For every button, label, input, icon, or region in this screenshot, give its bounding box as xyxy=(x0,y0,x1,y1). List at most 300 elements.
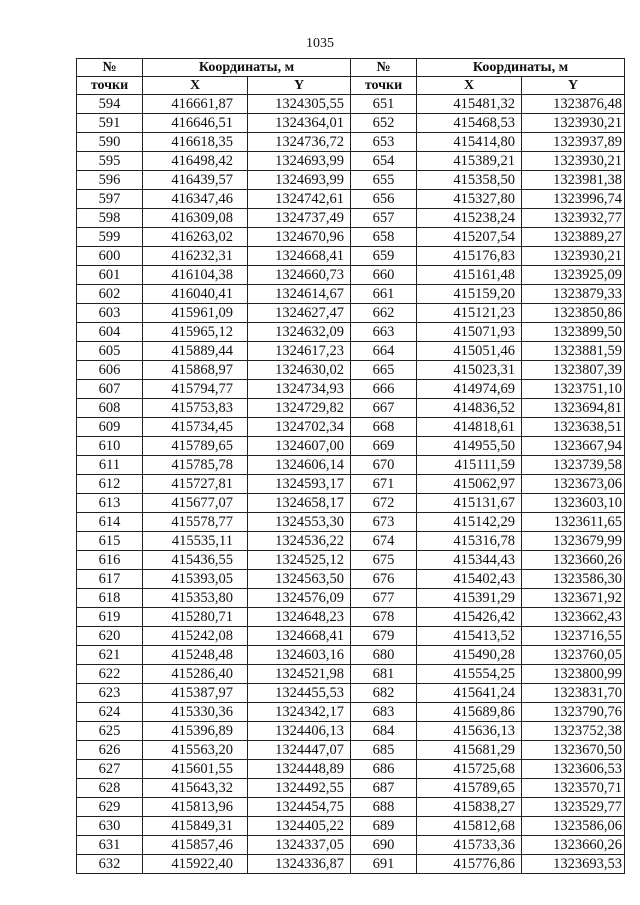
point-number-cell: 604 xyxy=(77,323,143,342)
x-coordinate-cell: 415601,55 xyxy=(143,760,248,779)
y-coordinate-cell: 1324342,17 xyxy=(248,703,351,722)
point-number-cell: 657 xyxy=(351,209,417,228)
y-coordinate-cell: 1324448,89 xyxy=(248,760,351,779)
table-row xyxy=(77,361,625,380)
x-coordinate-cell: 415849,31 xyxy=(143,817,248,836)
table-row xyxy=(77,190,625,209)
point-number-cell: 591 xyxy=(77,114,143,133)
table-row xyxy=(77,513,625,532)
point-number-cell: 615 xyxy=(77,532,143,551)
x-coordinate-cell: 415413,52 xyxy=(417,627,522,646)
y-coordinate-cell: 1324406,13 xyxy=(248,722,351,741)
y-coordinate-cell: 1323807,39 xyxy=(522,361,625,380)
x-coordinate-cell: 415563,20 xyxy=(143,741,248,760)
x-coordinate-cell: 415071,93 xyxy=(417,323,522,342)
x-coordinate-cell: 415490,28 xyxy=(417,646,522,665)
x-coordinate-cell: 415535,11 xyxy=(143,532,248,551)
x-coordinate-cell: 415643,32 xyxy=(143,779,248,798)
x-coordinate-cell: 416498,42 xyxy=(143,152,248,171)
point-number-cell: 685 xyxy=(351,741,417,760)
point-number-cell: 619 xyxy=(77,608,143,627)
y-coordinate-cell: 1323930,21 xyxy=(522,247,625,266)
y-coordinate-cell: 1323932,77 xyxy=(522,209,625,228)
x-coordinate-cell: 415387,97 xyxy=(143,684,248,703)
coordinates-header: Координаты, м xyxy=(143,59,351,77)
x-coordinate-cell: 415681,29 xyxy=(417,741,522,760)
y-coordinate-cell: 1323925,09 xyxy=(522,266,625,285)
y-coordinate-cell: 1324492,55 xyxy=(248,779,351,798)
y-coordinate-cell: 1324305,55 xyxy=(248,95,351,114)
point-number-cell: 656 xyxy=(351,190,417,209)
point-number-cell: 625 xyxy=(77,722,143,741)
x-coordinate-cell: 415358,50 xyxy=(417,171,522,190)
y-coordinate-cell: 1324536,22 xyxy=(248,532,351,551)
y-coordinate-cell: 1323694,81 xyxy=(522,399,625,418)
y-coordinate-cell: 1324737,49 xyxy=(248,209,351,228)
y-coordinate-cell: 1323716,55 xyxy=(522,627,625,646)
x-coordinate-cell: 415789,65 xyxy=(417,779,522,798)
y-coordinate-cell: 1323760,05 xyxy=(522,646,625,665)
y-coordinate-cell: 1323751,10 xyxy=(522,380,625,399)
x-coordinate-cell: 416232,31 xyxy=(143,247,248,266)
x-coordinate-cell: 416104,38 xyxy=(143,266,248,285)
point-number-cell: 622 xyxy=(77,665,143,684)
table-row xyxy=(77,589,625,608)
y-coordinate-cell: 1324607,00 xyxy=(248,437,351,456)
x-coordinate-cell: 415248,48 xyxy=(143,646,248,665)
point-number-cell: 683 xyxy=(351,703,417,722)
y-coordinate-cell: 1323800,99 xyxy=(522,665,625,684)
point-number-cell: 652 xyxy=(351,114,417,133)
point-number-cell: 623 xyxy=(77,684,143,703)
x-coordinate-cell: 415734,45 xyxy=(143,418,248,437)
y-coordinate-cell: 1324734,93 xyxy=(248,380,351,399)
point-number-cell: 597 xyxy=(77,190,143,209)
table-header-row xyxy=(77,59,625,77)
y-coordinate-cell: 1324630,02 xyxy=(248,361,351,380)
y-coordinate-cell: 1323638,51 xyxy=(522,418,625,437)
coordinates-header: Координаты, м xyxy=(417,59,625,77)
x-coordinate-cell: 415161,48 xyxy=(417,266,522,285)
table-row xyxy=(77,798,625,817)
y-coordinate-cell: 1323996,74 xyxy=(522,190,625,209)
point-number-cell: 618 xyxy=(77,589,143,608)
x-coordinate-cell: 415353,80 xyxy=(143,589,248,608)
point-number-cell: 603 xyxy=(77,304,143,323)
point-number-cell: 628 xyxy=(77,779,143,798)
coordinates-table xyxy=(76,58,625,874)
table-subheader-row xyxy=(77,77,625,95)
point-number-cell: 684 xyxy=(351,722,417,741)
y-coordinate-cell: 1324632,09 xyxy=(248,323,351,342)
point-number-cell: 677 xyxy=(351,589,417,608)
y-coordinate-cell: 1324614,67 xyxy=(248,285,351,304)
y-coordinate-cell: 1324693,99 xyxy=(248,171,351,190)
y-coordinate-cell: 1323881,59 xyxy=(522,342,625,361)
table-row xyxy=(77,133,625,152)
y-coordinate-cell: 1324521,98 xyxy=(248,665,351,684)
table-row xyxy=(77,646,625,665)
y-coordinate-cell: 1324454,75 xyxy=(248,798,351,817)
point-number-cell: 655 xyxy=(351,171,417,190)
x-coordinate-cell: 415725,68 xyxy=(417,760,522,779)
x-coordinate-cell: 415176,83 xyxy=(417,247,522,266)
y-coordinate-cell: 1324364,01 xyxy=(248,114,351,133)
point-number-cell: 606 xyxy=(77,361,143,380)
table-row xyxy=(77,285,625,304)
y-coordinate-cell: 1323606,53 xyxy=(522,760,625,779)
point-number-cell: 621 xyxy=(77,646,143,665)
point-number-cell: 669 xyxy=(351,437,417,456)
table-row xyxy=(77,741,625,760)
x-coordinate-cell: 415426,42 xyxy=(417,608,522,627)
table-row xyxy=(77,779,625,798)
table-row xyxy=(77,722,625,741)
x-coordinate-cell: 415316,78 xyxy=(417,532,522,551)
table-row xyxy=(77,209,625,228)
x-coordinate-cell: 415344,43 xyxy=(417,551,522,570)
point-number-cell: 688 xyxy=(351,798,417,817)
x-coordinate-cell: 414836,52 xyxy=(417,399,522,418)
point-number-cell: 605 xyxy=(77,342,143,361)
x-coordinate-cell: 415391,29 xyxy=(417,589,522,608)
table-row xyxy=(77,532,625,551)
point-number-header: № xyxy=(77,59,143,77)
table-row xyxy=(77,760,625,779)
table-row xyxy=(77,703,625,722)
point-number-cell: 632 xyxy=(77,855,143,874)
point-number-cell: 612 xyxy=(77,475,143,494)
point-number-cell: 690 xyxy=(351,836,417,855)
y-coordinate-cell: 1324606,14 xyxy=(248,456,351,475)
point-number-cell: 691 xyxy=(351,855,417,874)
table-row xyxy=(77,627,625,646)
point-number-cell: 661 xyxy=(351,285,417,304)
x-coordinate-cell: 416618,35 xyxy=(143,133,248,152)
table-row xyxy=(77,475,625,494)
y-coordinate-cell: 1324742,61 xyxy=(248,190,351,209)
y-coordinate-cell: 1324603,16 xyxy=(248,646,351,665)
y-coordinate-cell: 1323937,89 xyxy=(522,133,625,152)
table-row xyxy=(77,437,625,456)
x-coordinate-cell: 415636,13 xyxy=(417,722,522,741)
x-coordinate-cell: 415641,24 xyxy=(417,684,522,703)
point-number-cell: 675 xyxy=(351,551,417,570)
y-coordinate-cell: 1323930,21 xyxy=(522,114,625,133)
x-coordinate-cell: 416347,46 xyxy=(143,190,248,209)
point-label-header: точки xyxy=(77,77,143,95)
point-number-cell: 670 xyxy=(351,456,417,475)
point-number-cell: 659 xyxy=(351,247,417,266)
x-coordinate-cell: 415753,83 xyxy=(143,399,248,418)
y-coordinate-cell: 1324405,22 xyxy=(248,817,351,836)
point-number-cell: 598 xyxy=(77,209,143,228)
x-coordinate-cell: 416646,51 xyxy=(143,114,248,133)
point-number-cell: 671 xyxy=(351,475,417,494)
x-coordinate-cell: 415776,86 xyxy=(417,855,522,874)
y-coordinate-cell: 1323981,38 xyxy=(522,171,625,190)
y-coordinate-cell: 1324563,50 xyxy=(248,570,351,589)
point-number-cell: 682 xyxy=(351,684,417,703)
x-coordinate-cell: 415238,24 xyxy=(417,209,522,228)
x-coordinate-cell: 415468,53 xyxy=(417,114,522,133)
y-coordinate-cell: 1324668,41 xyxy=(248,247,351,266)
x-coordinate-cell: 415481,32 xyxy=(417,95,522,114)
point-number-cell: 601 xyxy=(77,266,143,285)
table-body xyxy=(77,95,625,874)
table-row xyxy=(77,342,625,361)
y-coordinate-cell: 1324702,34 xyxy=(248,418,351,437)
x-coordinate-cell: 415142,29 xyxy=(417,513,522,532)
x-coordinate-cell: 415554,25 xyxy=(417,665,522,684)
point-number-cell: 614 xyxy=(77,513,143,532)
x-coordinate-cell: 415051,46 xyxy=(417,342,522,361)
x-coordinate-cell: 415389,21 xyxy=(417,152,522,171)
table-row xyxy=(77,152,625,171)
y-coordinate-cell: 1324576,09 xyxy=(248,589,351,608)
point-number-cell: 616 xyxy=(77,551,143,570)
point-number-cell: 676 xyxy=(351,570,417,589)
point-number-cell: 660 xyxy=(351,266,417,285)
x-coordinate-cell: 415785,78 xyxy=(143,456,248,475)
y-coordinate-cell: 1323662,43 xyxy=(522,608,625,627)
x-coordinate-cell: 415838,27 xyxy=(417,798,522,817)
table-row xyxy=(77,665,625,684)
point-number-cell: 613 xyxy=(77,494,143,513)
point-number-cell: 662 xyxy=(351,304,417,323)
x-coordinate-cell: 415402,43 xyxy=(417,570,522,589)
x-coordinate-cell: 415280,71 xyxy=(143,608,248,627)
y-coordinate-cell: 1323570,71 xyxy=(522,779,625,798)
x-coordinate-cell: 416309,08 xyxy=(143,209,248,228)
x-coordinate-cell: 415812,68 xyxy=(417,817,522,836)
table-row xyxy=(77,855,625,874)
point-number-cell: 596 xyxy=(77,171,143,190)
table-row xyxy=(77,570,625,589)
y-coordinate-cell: 1324593,17 xyxy=(248,475,351,494)
y-coordinate-cell: 1323660,26 xyxy=(522,551,625,570)
y-coordinate-cell: 1324736,72 xyxy=(248,133,351,152)
point-number-cell: 666 xyxy=(351,380,417,399)
point-number-cell: 689 xyxy=(351,817,417,836)
point-number-cell: 678 xyxy=(351,608,417,627)
point-number-cell: 681 xyxy=(351,665,417,684)
point-number-cell: 654 xyxy=(351,152,417,171)
x-coordinate-cell: 415023,31 xyxy=(417,361,522,380)
y-coordinate-cell: 1323529,77 xyxy=(522,798,625,817)
y-column-header: Y xyxy=(522,77,625,95)
x-coordinate-cell: 416263,02 xyxy=(143,228,248,247)
y-coordinate-cell: 1323850,86 xyxy=(522,304,625,323)
x-coordinate-cell: 415965,12 xyxy=(143,323,248,342)
y-coordinate-cell: 1324525,12 xyxy=(248,551,351,570)
point-number-cell: 624 xyxy=(77,703,143,722)
point-number-cell: 608 xyxy=(77,399,143,418)
x-coordinate-cell: 415733,36 xyxy=(417,836,522,855)
point-number-cell: 629 xyxy=(77,798,143,817)
point-number-cell: 651 xyxy=(351,95,417,114)
y-coordinate-cell: 1323693,53 xyxy=(522,855,625,874)
x-coordinate-cell: 415242,08 xyxy=(143,627,248,646)
point-number-cell: 658 xyxy=(351,228,417,247)
y-coordinate-cell: 1323876,48 xyxy=(522,95,625,114)
table-row xyxy=(77,836,625,855)
x-coordinate-cell: 415578,77 xyxy=(143,513,248,532)
table-row xyxy=(77,399,625,418)
x-coordinate-cell: 416439,57 xyxy=(143,171,248,190)
x-coordinate-cell: 415414,80 xyxy=(417,133,522,152)
y-coordinate-cell: 1324729,82 xyxy=(248,399,351,418)
point-number-cell: 653 xyxy=(351,133,417,152)
table-row xyxy=(77,608,625,627)
x-coordinate-cell: 415868,97 xyxy=(143,361,248,380)
table-row xyxy=(77,684,625,703)
table-row xyxy=(77,380,625,399)
y-coordinate-cell: 1323667,94 xyxy=(522,437,625,456)
point-number-cell: 594 xyxy=(77,95,143,114)
point-number-cell: 595 xyxy=(77,152,143,171)
y-coordinate-cell: 1323603,10 xyxy=(522,494,625,513)
table-row xyxy=(77,817,625,836)
x-column-header: X xyxy=(143,77,248,95)
x-coordinate-cell: 415922,40 xyxy=(143,855,248,874)
table-row xyxy=(77,304,625,323)
y-coordinate-cell: 1324553,30 xyxy=(248,513,351,532)
table-row xyxy=(77,494,625,513)
point-number-cell: 672 xyxy=(351,494,417,513)
y-coordinate-cell: 1323930,21 xyxy=(522,152,625,171)
x-coordinate-cell: 415286,40 xyxy=(143,665,248,684)
y-coordinate-cell: 1324447,07 xyxy=(248,741,351,760)
y-coordinate-cell: 1324617,23 xyxy=(248,342,351,361)
x-coordinate-cell: 414955,50 xyxy=(417,437,522,456)
point-number-cell: 631 xyxy=(77,836,143,855)
point-number-cell: 620 xyxy=(77,627,143,646)
x-coordinate-cell: 416040,41 xyxy=(143,285,248,304)
x-coordinate-cell: 415436,55 xyxy=(143,551,248,570)
point-number-cell: 667 xyxy=(351,399,417,418)
point-number-cell: 599 xyxy=(77,228,143,247)
y-coordinate-cell: 1324627,47 xyxy=(248,304,351,323)
x-coordinate-cell: 415131,67 xyxy=(417,494,522,513)
x-coordinate-cell: 415794,77 xyxy=(143,380,248,399)
point-number-cell: 617 xyxy=(77,570,143,589)
table-row xyxy=(77,247,625,266)
table-row xyxy=(77,323,625,342)
table-row xyxy=(77,171,625,190)
y-coordinate-cell: 1323889,27 xyxy=(522,228,625,247)
x-coordinate-cell: 415889,44 xyxy=(143,342,248,361)
x-coordinate-cell: 415961,09 xyxy=(143,304,248,323)
point-number-cell: 600 xyxy=(77,247,143,266)
y-coordinate-cell: 1323586,06 xyxy=(522,817,625,836)
x-coordinate-cell: 415727,81 xyxy=(143,475,248,494)
y-coordinate-cell: 1324658,17 xyxy=(248,494,351,513)
x-coordinate-cell: 415121,23 xyxy=(417,304,522,323)
x-coordinate-cell: 415327,80 xyxy=(417,190,522,209)
table-row xyxy=(77,266,625,285)
x-coordinate-cell: 415396,89 xyxy=(143,722,248,741)
y-coordinate-cell: 1323611,65 xyxy=(522,513,625,532)
y-coordinate-cell: 1324336,87 xyxy=(248,855,351,874)
x-coordinate-cell: 415111,59 xyxy=(417,456,522,475)
point-number-cell: 609 xyxy=(77,418,143,437)
x-coordinate-cell: 415677,07 xyxy=(143,494,248,513)
point-number-cell: 680 xyxy=(351,646,417,665)
point-number-cell: 665 xyxy=(351,361,417,380)
x-coordinate-cell: 414818,61 xyxy=(417,418,522,437)
point-number-cell: 626 xyxy=(77,741,143,760)
y-coordinate-cell: 1323679,99 xyxy=(522,532,625,551)
point-number-cell: 611 xyxy=(77,456,143,475)
x-coordinate-cell: 415813,96 xyxy=(143,798,248,817)
point-number-cell: 686 xyxy=(351,760,417,779)
point-number-cell: 664 xyxy=(351,342,417,361)
y-coordinate-cell: 1323739,58 xyxy=(522,456,625,475)
y-coordinate-cell: 1324693,99 xyxy=(248,152,351,171)
x-coordinate-cell: 415330,36 xyxy=(143,703,248,722)
x-column-header: X xyxy=(417,77,522,95)
point-number-cell: 627 xyxy=(77,760,143,779)
y-coordinate-cell: 1323831,70 xyxy=(522,684,625,703)
y-coordinate-cell: 1324660,73 xyxy=(248,266,351,285)
point-number-cell: 673 xyxy=(351,513,417,532)
y-coordinate-cell: 1323752,38 xyxy=(522,722,625,741)
page-number: 1035 xyxy=(306,36,334,51)
point-number-cell: 590 xyxy=(77,133,143,152)
y-coordinate-cell: 1324337,05 xyxy=(248,836,351,855)
y-coordinate-cell: 1324670,96 xyxy=(248,228,351,247)
table-row xyxy=(77,228,625,247)
point-number-cell: 687 xyxy=(351,779,417,798)
table-row xyxy=(77,95,625,114)
point-number-cell: 602 xyxy=(77,285,143,304)
x-coordinate-cell: 415789,65 xyxy=(143,437,248,456)
x-coordinate-cell: 415689,86 xyxy=(417,703,522,722)
y-coordinate-cell: 1324668,41 xyxy=(248,627,351,646)
y-coordinate-cell: 1323879,33 xyxy=(522,285,625,304)
x-coordinate-cell: 414974,69 xyxy=(417,380,522,399)
x-coordinate-cell: 415207,54 xyxy=(417,228,522,247)
y-coordinate-cell: 1323671,92 xyxy=(522,589,625,608)
y-coordinate-cell: 1323673,06 xyxy=(522,475,625,494)
x-coordinate-cell: 415393,05 xyxy=(143,570,248,589)
point-number-header: № xyxy=(351,59,417,77)
y-coordinate-cell: 1323899,50 xyxy=(522,323,625,342)
point-number-cell: 630 xyxy=(77,817,143,836)
x-coordinate-cell: 416661,87 xyxy=(143,95,248,114)
x-coordinate-cell: 415159,20 xyxy=(417,285,522,304)
y-coordinate-cell: 1323790,76 xyxy=(522,703,625,722)
point-label-header: точки xyxy=(351,77,417,95)
table-row xyxy=(77,418,625,437)
point-number-cell: 668 xyxy=(351,418,417,437)
y-coordinate-cell: 1324648,23 xyxy=(248,608,351,627)
table-row xyxy=(77,114,625,133)
y-coordinate-cell: 1323586,30 xyxy=(522,570,625,589)
point-number-cell: 607 xyxy=(77,380,143,399)
x-coordinate-cell: 415062,97 xyxy=(417,475,522,494)
table-row xyxy=(77,456,625,475)
table-row xyxy=(77,551,625,570)
point-number-cell: 610 xyxy=(77,437,143,456)
x-coordinate-cell: 415857,46 xyxy=(143,836,248,855)
point-number-cell: 679 xyxy=(351,627,417,646)
y-coordinate-cell: 1323660,26 xyxy=(522,836,625,855)
y-column-header: Y xyxy=(248,77,351,95)
point-number-cell: 674 xyxy=(351,532,417,551)
y-coordinate-cell: 1323670,50 xyxy=(522,741,625,760)
